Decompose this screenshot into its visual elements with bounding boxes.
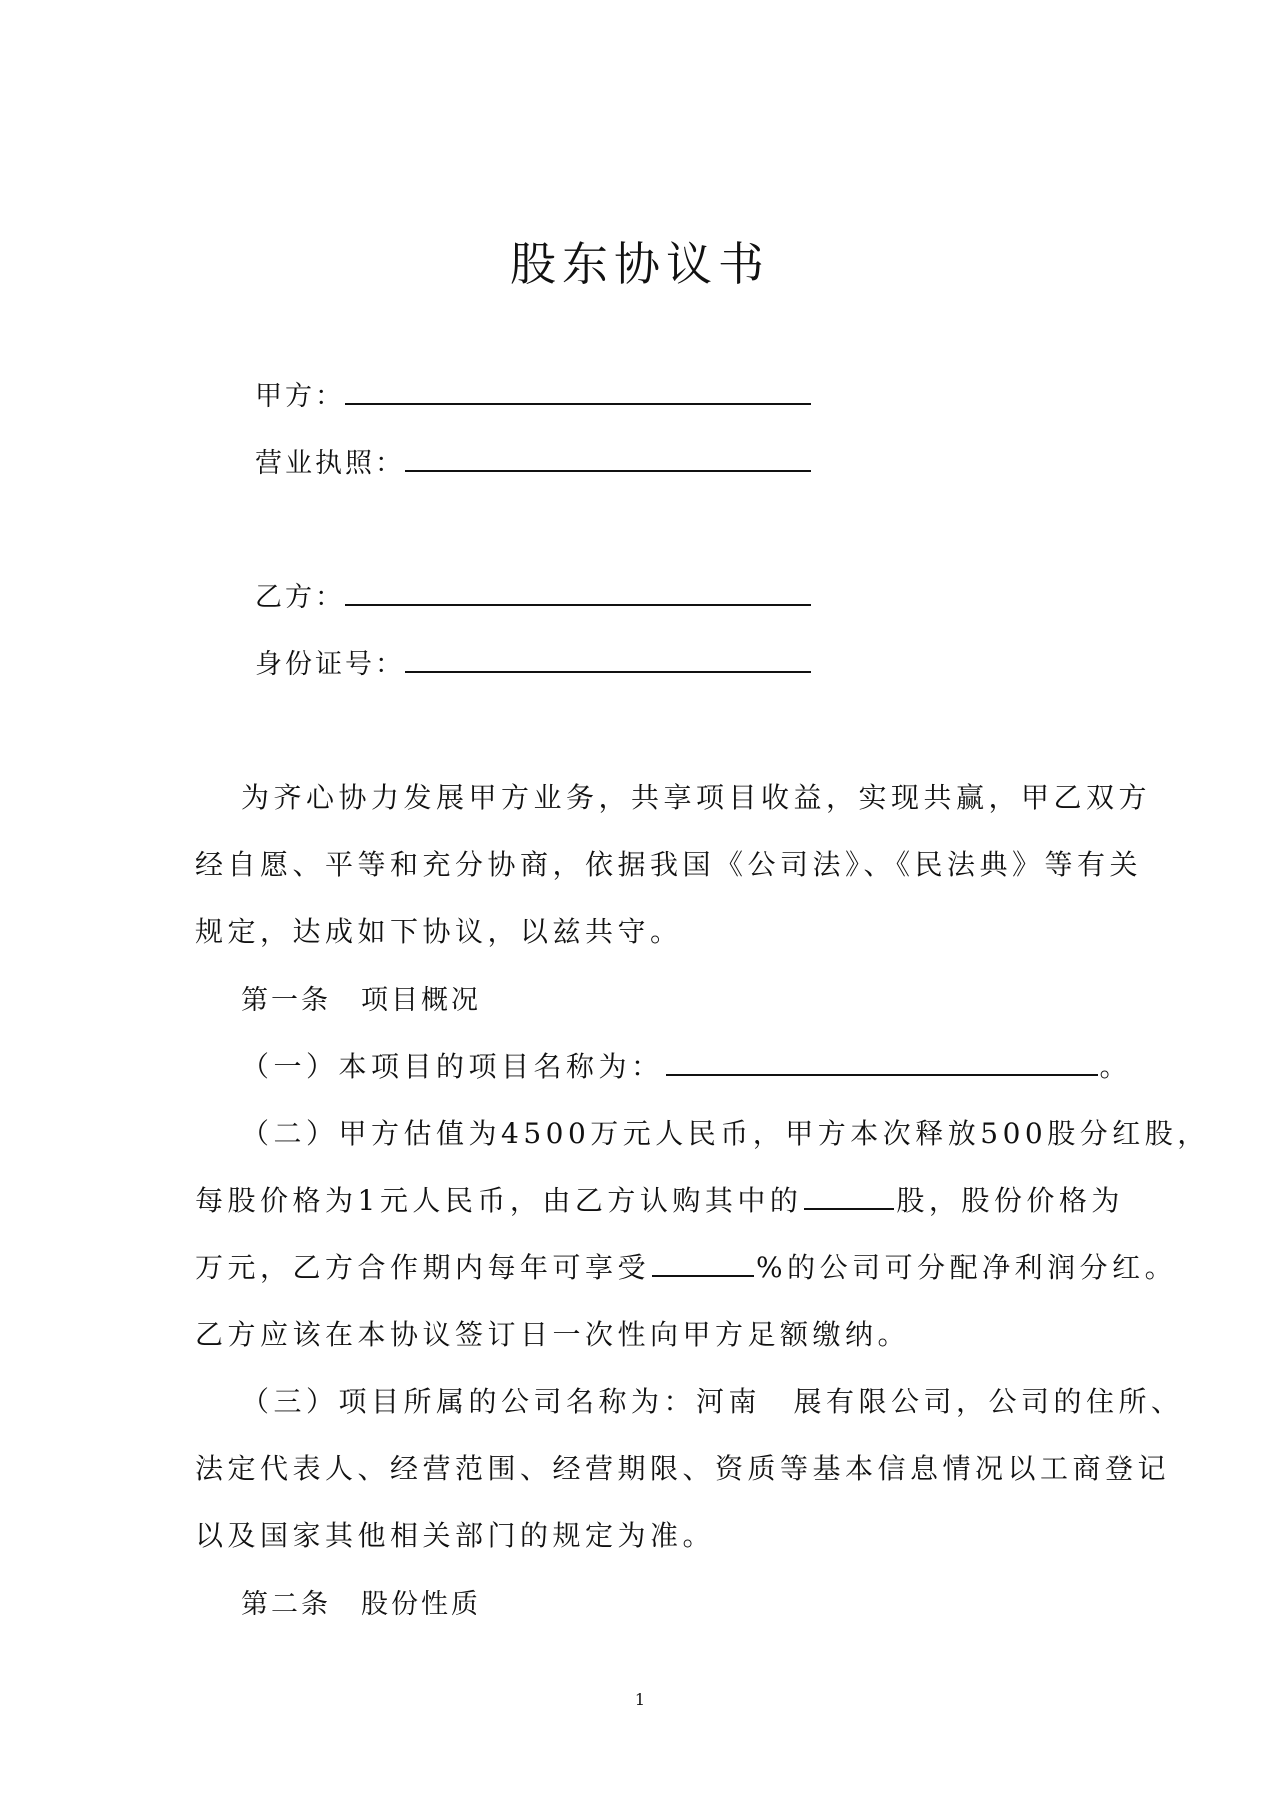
- party-a-blank: [345, 403, 811, 405]
- article-1-item-1: [241, 1045, 1132, 1085]
- id-number-label: 身份证号：: [255, 649, 405, 680]
- item-3-line-1: （三）项目所属的公司名称为：河南 展有限公司，公司的住所、: [241, 1385, 1184, 1418]
- article-1-heading: 第一条 项目概况: [241, 985, 481, 1016]
- business-license-blank: [405, 470, 811, 472]
- item-3-line-3: 以及国家其他相关部门的规定为准。: [195, 1519, 716, 1552]
- item-2-line-2-text-b: 股，股份价格为: [896, 1184, 1124, 1217]
- item-3-line-2: 法定代表人、经营范围、经营期限、资质等基本信息情况以工商登记: [195, 1452, 1171, 1485]
- party-a-label: 甲方：: [255, 381, 345, 412]
- article-2-heading: 第二条 股份性质: [241, 1589, 481, 1620]
- item-2-line-4: 乙方应该在本协议签订日一次性向甲方足额缴纳。: [195, 1318, 911, 1351]
- business-license-label: 营业执照：: [255, 448, 405, 479]
- intro-line-2: 经自愿、平等和充分协商，依据我国《公司法》、《民法典》等有关: [195, 848, 1143, 881]
- item-2-line-3: [195, 1246, 1177, 1286]
- percent-blank: [652, 1275, 754, 1277]
- item-2-line-3-text-a: 万元，乙方合作期内每年可享受: [195, 1251, 651, 1284]
- item-2-line-3-text-b: %的公司可分配净利润分红。: [756, 1251, 1178, 1284]
- shares-blank: [804, 1208, 894, 1210]
- party-b-label: 乙方：: [255, 582, 345, 613]
- item-1-suffix: 。: [1099, 1050, 1133, 1083]
- id-number-blank: [405, 671, 811, 673]
- item-1-prefix: （一）本项目的项目名称为：: [241, 1050, 664, 1083]
- item-2-line-2-text-a: 每股价格为1元人民币，由乙方认购其中的: [195, 1184, 803, 1217]
- item-2-line-2: [195, 1179, 1124, 1219]
- intro-line-1: 为齐心协力发展甲方业务，共享项目收益，实现共赢，甲乙双方: [241, 781, 1152, 814]
- page-number: 1: [634, 1690, 646, 1709]
- party-b-blank: [345, 604, 811, 606]
- item-2-line-1: （二）甲方估值为4500万元人民币，甲方本次释放500股分红股，: [241, 1117, 1210, 1150]
- page-title: 股东协议书: [510, 237, 770, 291]
- project-name-blank: [666, 1074, 1098, 1076]
- intro-line-3: 规定，达成如下协议，以兹共守。: [195, 915, 683, 948]
